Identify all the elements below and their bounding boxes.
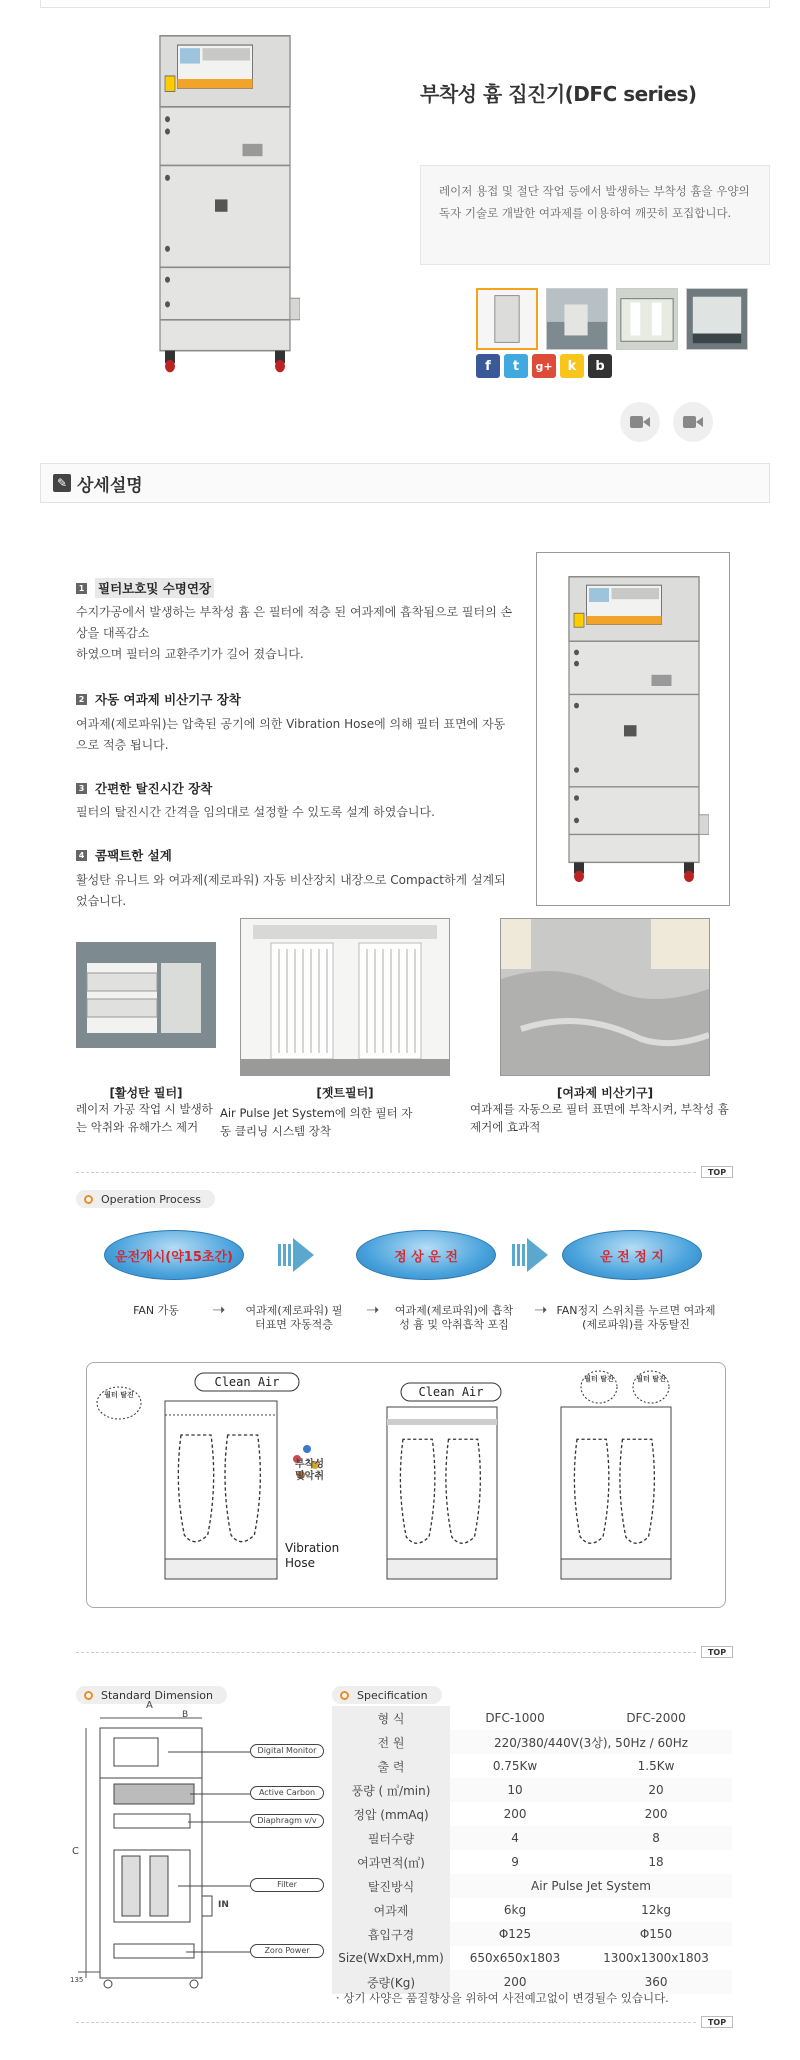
specification-label: Specification xyxy=(332,1686,442,1704)
part-active-carbon: Active Carbon xyxy=(250,1786,324,1800)
dimension-drawing xyxy=(70,1700,326,2010)
spec-row: 출 력 0.75Kw 1.5Kw xyxy=(332,1754,732,1778)
feature-2-title: 2 자동 여과제 비산기구 장착 xyxy=(76,690,241,708)
video-camera-icon xyxy=(630,415,650,429)
gallery-3-title: [여과제 비산기구] xyxy=(556,1086,654,1100)
feature-1-text: 수지가공에서 발생하는 부착성 흄 은 필터에 적층 된 여과제에 흡착됨으로 필터의 손상을 대폭감소 하였으며 필터의 교환주기가 길어 졌습니다. xyxy=(76,605,513,661)
detail-machine-image xyxy=(536,552,730,906)
stage-stop: 운 전 정 지 xyxy=(562,1230,702,1280)
edit-icon: ✎ xyxy=(53,474,71,492)
step-arrow-icon: ➝ xyxy=(212,1300,226,1319)
bubble-label-2: 필터 탈진 xyxy=(584,1375,614,1383)
operation-diagram xyxy=(86,1362,726,1608)
spec-row: 여과면적(㎡) 9 18 xyxy=(332,1850,732,1874)
part-digital-monitor: Digital Monitor xyxy=(250,1744,324,1758)
section-header xyxy=(40,463,770,503)
twitter-icon[interactable]: t xyxy=(504,354,528,378)
step-arrow-icon: ➝ xyxy=(534,1300,548,1319)
divider xyxy=(76,2022,696,2023)
thumbnail-4[interactable] xyxy=(686,288,748,350)
jet-filter-image xyxy=(240,918,450,1076)
dim-b: B xyxy=(182,1710,189,1720)
gallery-1-desc: 레이저 가공 작업 시 발생하는 악취와 유해가스 제거 xyxy=(76,1102,213,1134)
spec-row: 필터수량 4 8 xyxy=(332,1826,732,1850)
thumbnail-3[interactable] xyxy=(616,288,678,350)
facebook-icon[interactable]: f xyxy=(476,354,500,378)
stage-normal: 정 상 운 전 xyxy=(356,1230,496,1280)
step-1: FAN 가동 xyxy=(133,1304,179,1317)
vibration-hose-label: Vibration Hose xyxy=(285,1541,340,1570)
video-camera-icon xyxy=(683,415,703,429)
clean-air-label-1: Clean Air xyxy=(214,1375,280,1389)
top-button[interactable]: TOP xyxy=(701,1166,733,1178)
gallery-2-title: [젯트필터] xyxy=(316,1086,374,1100)
divider xyxy=(76,1172,696,1173)
stage-arrow-2 xyxy=(512,1234,550,1279)
fume-label: 부착성 및악취 xyxy=(295,1459,324,1482)
top-border xyxy=(40,0,770,8)
spec-row: 탈진방식 Air Pulse Jet System xyxy=(332,1874,732,1898)
step-3: 여과제(제로파워)에 흡착성 흄 및 악취흡착 포집 xyxy=(394,1304,514,1331)
spec-row: 풍량 ( ㎥/min) 10 20 xyxy=(332,1778,732,1802)
divider xyxy=(76,1652,696,1653)
thumbnail-1[interactable] xyxy=(476,288,538,350)
feature-3-title: 3 간편한 탈진시간 장착 xyxy=(76,779,212,797)
step-2: 여과제(제로파워) 필터표면 자동적층 xyxy=(245,1304,343,1331)
carbon-filter-image xyxy=(76,942,216,1048)
video-button-1[interactable] xyxy=(620,402,660,442)
dim-c: C xyxy=(72,1846,79,1857)
dim-a: A xyxy=(146,1700,153,1711)
thumbnail-list xyxy=(476,288,748,350)
feature-4-text: 활성탄 유니트 와 여과제(제로파워) 자동 비산장치 내장으로 Compact하게 설계되었습니다. xyxy=(76,873,506,908)
bubble-label-1: 필터 탈진 xyxy=(104,1391,134,1399)
gallery-2-desc: Air Pulse Jet System에 의한 필터 자동 클리닝 시스템 장착 xyxy=(220,1106,413,1138)
spec-table xyxy=(332,1706,732,1994)
dim-base: 135 xyxy=(70,1976,84,1984)
clean-air-label-2: Clean Air xyxy=(418,1385,484,1399)
product-main-image xyxy=(150,25,300,380)
video-button-2[interactable] xyxy=(673,402,713,442)
spec-row: 중량(Kg) 200 360 xyxy=(332,1970,732,1994)
step-arrow-icon: ➝ xyxy=(366,1300,380,1319)
powder-dispenser-image xyxy=(500,918,710,1076)
feature-1-title: 1 필터보호및 수명연장 xyxy=(76,578,214,598)
gallery-1-title: [활성탄 필터] xyxy=(109,1086,183,1100)
operation-process-label: Operation Process xyxy=(76,1190,215,1208)
spec-row: 정압 (mmAq) 200 200 xyxy=(332,1802,732,1826)
gallery-3-desc: 여과제를 자동으로 필터 표면에 부착시켜, 부착성 흄 제거에 효과적 xyxy=(470,1102,729,1134)
kakaostory-icon[interactable]: k xyxy=(560,354,584,378)
standard-dimension-label: Standard Dimension xyxy=(76,1686,227,1704)
step-4: FAN정지 스위치를 누르면 여과제(제로파워)를 자동탈진 xyxy=(556,1304,716,1331)
feature-2-text: 여과제(제로파워)는 압축된 공기에 의한 Vibration Hose에 의해 필터 표면에 자동으로 적층 됩니다. xyxy=(76,717,506,752)
google-plus-icon[interactable]: g+ xyxy=(532,354,556,378)
spec-row: 여과제 6kg 12kg xyxy=(332,1898,732,1922)
in-label: IN xyxy=(218,1900,229,1910)
top-button[interactable]: TOP xyxy=(701,1646,733,1658)
part-zoro-power: Zoro Power xyxy=(250,1944,324,1958)
feature-3-text: 필터의 탈진시간 간격을 임의대로 설정할 수 있도록 설계 하였습니다. xyxy=(76,805,435,819)
part-diaphragm: Diaphragm v/v xyxy=(250,1814,324,1828)
share-buttons xyxy=(476,354,612,378)
thumbnail-2[interactable] xyxy=(546,288,608,350)
top-button[interactable]: TOP xyxy=(701,2016,733,2028)
bubble-label-3: 필터 탈진 xyxy=(636,1375,666,1383)
spec-row: 형 식 DFC-1000 DFC-2000 xyxy=(332,1706,732,1730)
stage-arrow-1 xyxy=(278,1234,316,1279)
spec-row: Size(WxDxH,mm) 650x650x1803 1300x1300x1803 xyxy=(332,1946,732,1970)
feature-4-title: 4 콤팩트한 설계 xyxy=(76,846,172,864)
section-title: 상세설명 xyxy=(77,475,143,496)
stage-start: 운전개시(약15초간) xyxy=(104,1230,244,1280)
part-filter: Filter xyxy=(250,1878,324,1892)
band-icon[interactable]: b xyxy=(588,354,612,378)
spec-row: 흡입구경 Φ125 Φ150 xyxy=(332,1922,732,1946)
product-description: 레이저 용접 및 절단 작업 등에서 발생하는 부착성 흄을 우양의 독자 기술로 개발한 여과제를 이용하여 깨끗히 포집합니다. xyxy=(420,165,770,265)
spec-note: · 상기 사양은 품질향상을 위하여 사전예고없이 변경될수 있습니다. xyxy=(336,1991,669,2005)
product-title: 부착성 흄 집진기(DFC series) xyxy=(420,82,697,106)
spec-row: 전 원 220/380/440V(3상), 50Hz / 60Hz xyxy=(332,1730,732,1754)
